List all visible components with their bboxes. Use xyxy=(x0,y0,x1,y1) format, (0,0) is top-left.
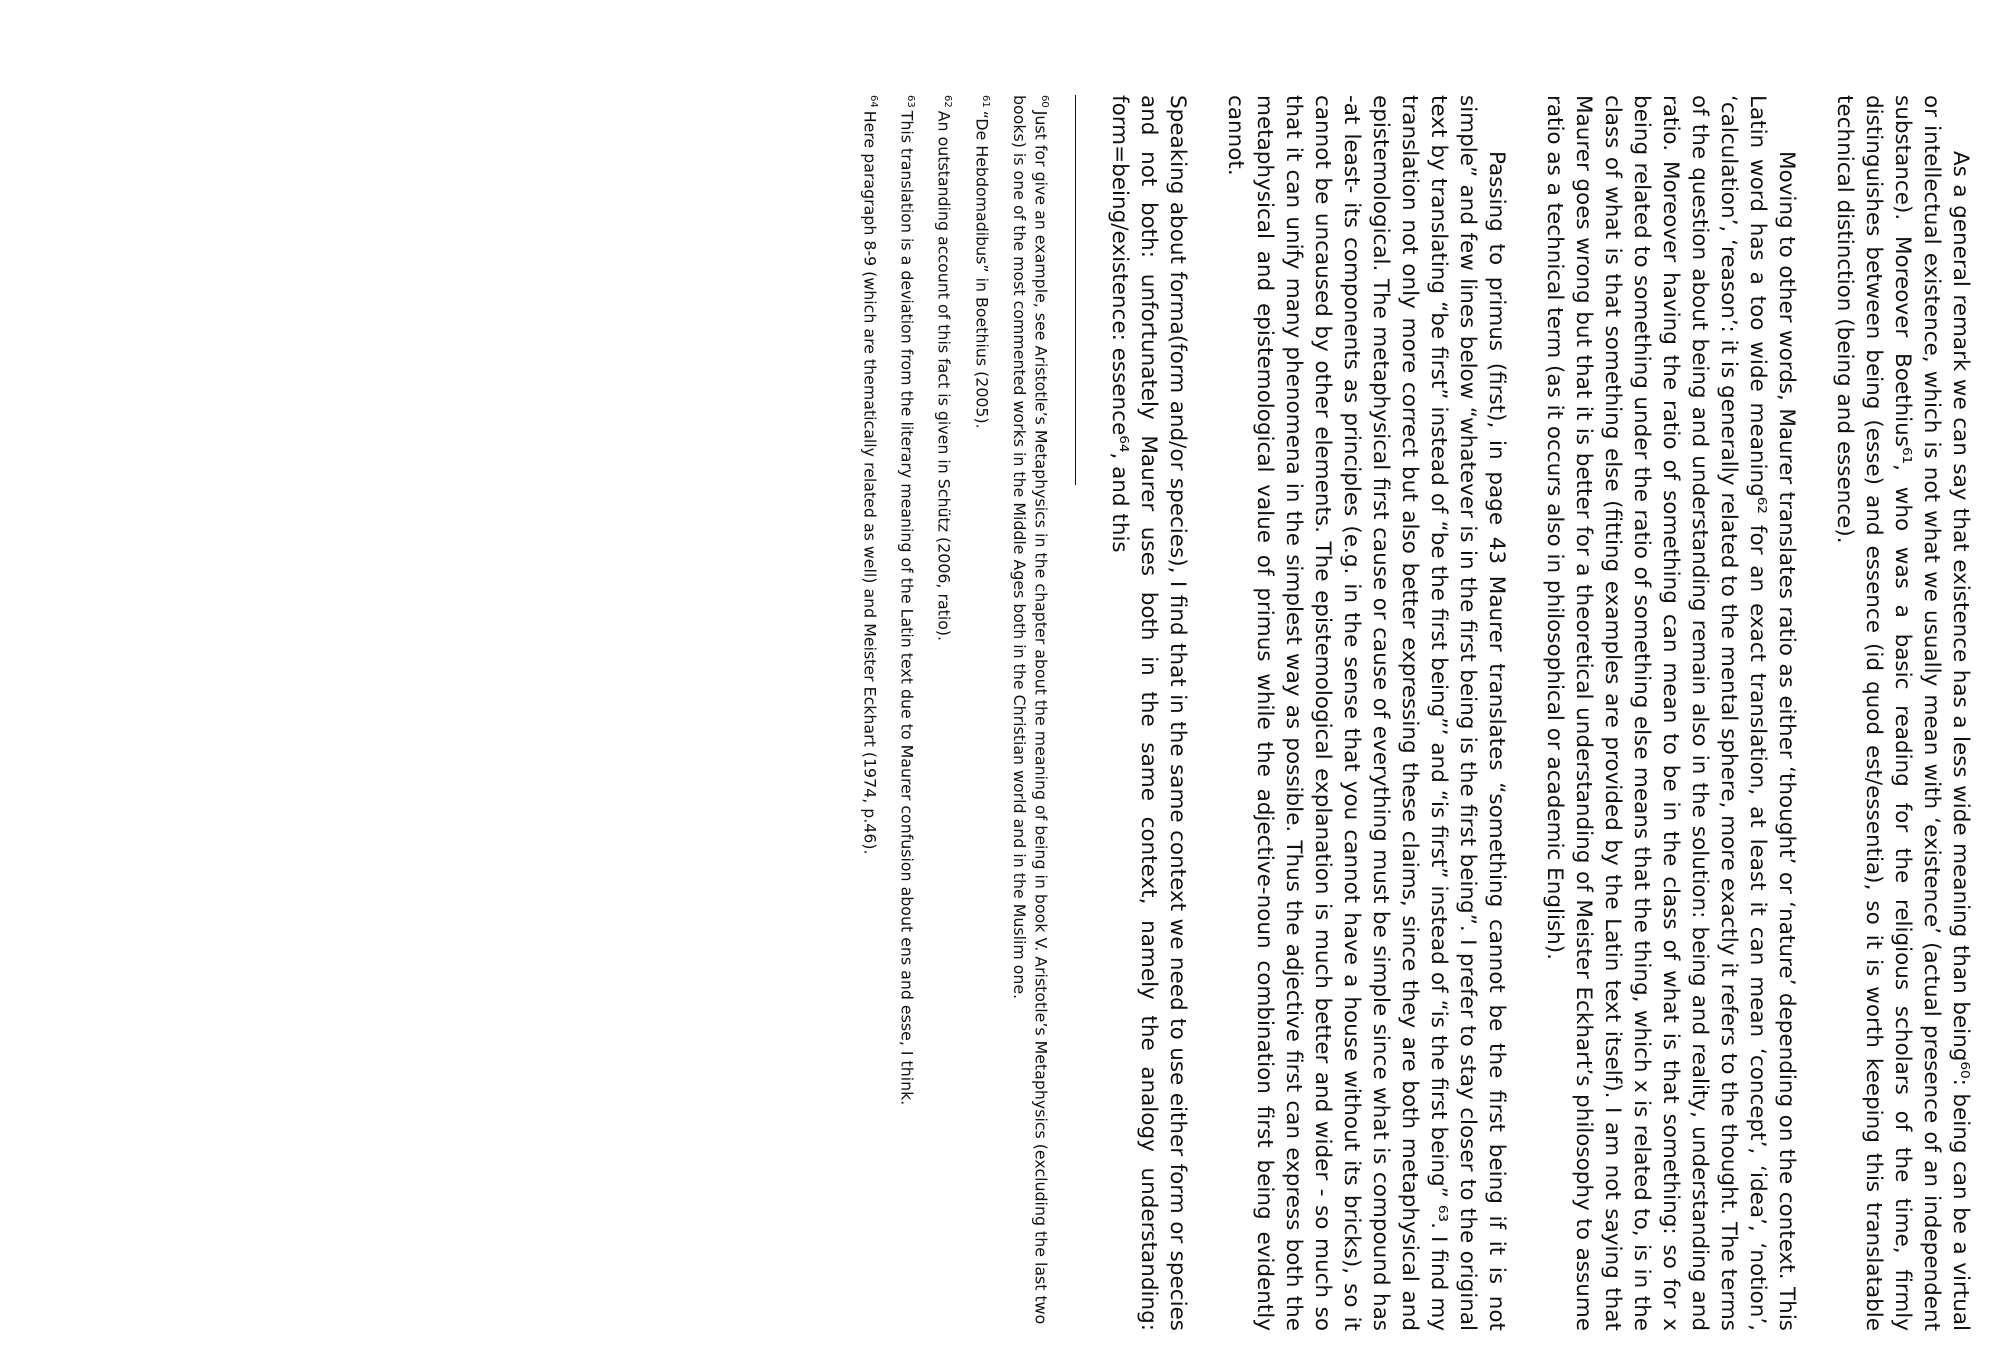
footnote-text: This translation is a deviation from the literary meaning of the Latin text due to Maurer confusion about ens and esse, I think. xyxy=(897,110,917,1106)
footnote-number: 63 xyxy=(905,95,917,108)
footnote-61 xyxy=(970,95,995,1331)
paragraph-existence-remark: As a general remark we can say that existence has a less wide meaning than being⁶⁰: being can be a virtual or intellectual existence, which is not what we usually mean with ‘existence’ (actual presence of an independent substance). Moreover Boethius⁶¹, who was a basic reading for the religious scholars of the time, firmly distinguishes between being (esse) and essence (id quod est/essentia), so it is worth keeping this translatable technical distinction (being and essence). xyxy=(1832,95,1973,1331)
paragraph-forma: Speaking about forma(form and/or species), I find that in the same context we need to use either form or species and not both: unfortunately Maurer uses both in the same context, namely the analogy understanding: form=being/existence: essence⁶⁴, and this xyxy=(1107,95,1190,1331)
footnote-number: 62 xyxy=(942,95,954,108)
footnote-number: 61 xyxy=(979,95,991,108)
footnote-62 xyxy=(933,95,958,1331)
paragraph-primus: Passing to primus (first), in page 43 Maurer translates “something cannot be the first being if it is not simple” and few lines below “whatever is in the first being is the first being”. I prefer to stay closer to the original text by translating “be first” instead of “be the first being”’ and “is first” instead of “is the first being” ⁶³. I find my translation not only more correct but also better expressing these claims, since they are both metaphysical and epistemological. The metaphysical first cause or cause of everything must be simple since what is compound has -at least- its components as principles (e.g. in the sense that you cannot have a house without its bricks), so it cannot be uncaused by other elements. The epistemological explanation is much better and wider - so much so that it can unify many phenomena in the simplest way as possible. Thus the adjective first can express both the metaphysical and epistemological value of primus while the adjective-noun combination first being evidently cannot. xyxy=(1223,95,1509,1331)
footnote-number: 60 xyxy=(1039,95,1050,108)
footnote-text: “De Hebdomadibus” in Boethius (2005). xyxy=(972,110,992,429)
footnote-text: Just for give an example, see Aristotle’s Metaphysics in the chapter about the meaning of being in book V. Aristotle’s Metaphysics (excluding the last two books) is one of the most commented works in the Middle Ages both in the Christian world and in the Muslim one. xyxy=(1009,95,1051,1325)
footnote-separator xyxy=(1075,95,1076,485)
footnote-64 xyxy=(859,95,884,1331)
footnote-number: 64 xyxy=(867,95,879,108)
footnote-60 xyxy=(1008,95,1055,1331)
paragraph-ratio: Moving to other words, Maurer translates ratio as either ‘thought’ or ‘nature’ depending on the context. This Latin word has a too wide meaning⁶² for an exact translation, at least it can mean ‘concept’, ‘idea’, ‘notion’, ‘calculation’, ‘reason’: it is generally related to the mental sphere, more exactly it refers to the thought. The terms of the question about being and understanding remain also in the solution: being and reality, understanding and ratio. Moreover having the ratio of something can mean to be in the class of what is that something: so for x being related to something under the ratio of something else means that the thing, which x is related to, is in the class of what is that something else (fitting examples are provided by the Latin text itself). I am not saying that Maurer goes wrong but that it is better for a theoretical understanding of Meister Eckhart’s philosophy to assume ratio as a technical term (as it occurs also in philosophical or academic English). xyxy=(1542,95,1799,1331)
footnote-63 xyxy=(896,95,921,1331)
footnote-text: An outstanding account of this fact is given in Schütz (2006, ratio). xyxy=(935,110,955,642)
footnote-text: Here paragraph 8-9 (which are thematically related as well) and Meister Eckhart (1974, p.46). xyxy=(860,110,880,855)
